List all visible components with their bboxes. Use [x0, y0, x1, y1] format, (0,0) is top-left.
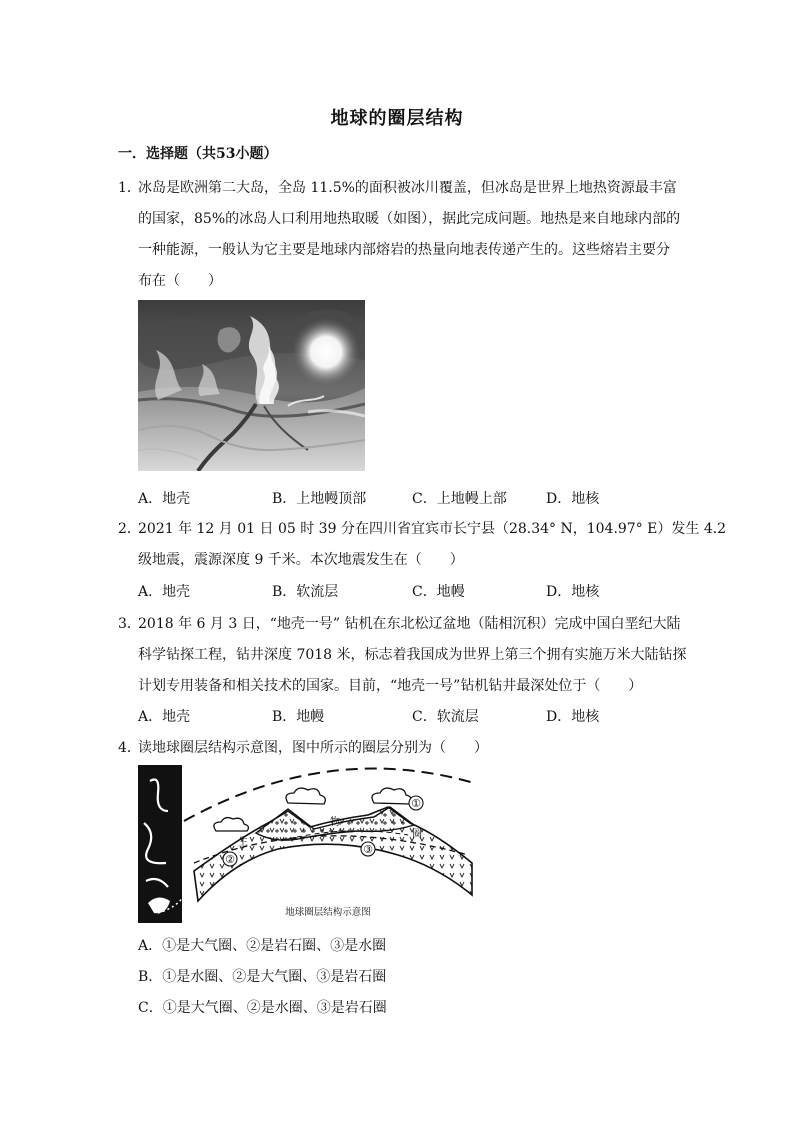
- option-c: C．地幔: [412, 584, 465, 600]
- label-biosphere-3: 圈: [412, 829, 422, 840]
- option-a: A．地壳: [138, 709, 191, 725]
- option-b: B．上地幔顶部: [272, 491, 367, 507]
- option-b: B．地幔: [272, 709, 325, 725]
- diagram-caption: 地球圈层结构示意图: [285, 907, 371, 918]
- section-heading: 一．选择题（共53小题）: [118, 146, 278, 162]
- geothermal-photo: [138, 300, 365, 471]
- question-text-line: 读地球圈层结构示意图，图中所示的圈层分别为（ ）: [138, 740, 488, 756]
- page-title: 地球的圈层结构: [330, 108, 464, 129]
- question-number: 2．: [118, 521, 141, 537]
- label-circle-3: ③: [363, 843, 373, 856]
- option-d: D．地核: [546, 584, 600, 600]
- question-text-line: 2018 年 6 月 3 日，“地壳一号” 钻机在东北松辽盆地（陆相沉积）完成中国白垩纪大陆: [138, 616, 681, 632]
- question-text-line: 级地震，震源深度 9 千米。本次地震发生在（ ）: [138, 552, 464, 568]
- question-text-line: 一种能源，一般认为它主要是地球内部熔岩的热量向地表传递产生的。这些熔岩主要分: [138, 242, 670, 258]
- label-circle-2: ②: [225, 853, 235, 866]
- option-b: B．①是水圈、②是大气圈、③是岩石圈: [138, 969, 387, 985]
- option-a: A．①是大气圈、②是岩石圈、③是水圈: [138, 938, 387, 954]
- question-number: 4．: [118, 740, 141, 756]
- question-text-line: 冰岛是欧洲第二大岛，全岛 11.5%的面积被冰川覆盖，但冰岛是世界上地热资源最丰富: [138, 180, 677, 196]
- earth-spheres-diagram: [138, 763, 478, 925]
- question-text-line: 的国家，85%的冰岛人口利用地热取暖（如图），据此完成问题。地热是来自地球内部的: [138, 211, 681, 227]
- label-biosphere-1: 生: [238, 837, 248, 848]
- option-c: C．软流层: [412, 709, 479, 725]
- question-number: 1．: [118, 180, 141, 196]
- question-text-line: 科学钻探工程，钻井深度 7018 米，标志着我国成为世界上第三个拥有实施万米大陆钻探: [138, 647, 687, 663]
- option-d: D．地核: [546, 709, 600, 725]
- option-c: C．①是大气圈、②是水圈、③是岩石圈: [138, 1000, 387, 1016]
- question-text-line: 2021 年 12 月 01 日 05 时 39 分在四川省宜宾市长宁县（28.34° N，104.97° E）发生 4.2: [138, 521, 727, 537]
- question-number: 3．: [118, 616, 141, 632]
- option-b: B．软流层: [272, 584, 339, 600]
- option-d: D．地核: [546, 491, 600, 507]
- option-a: A．地壳: [138, 491, 191, 507]
- option-c: C．上地幔上部: [412, 491, 507, 507]
- question-text-line: 计划专用装备和相关技术的国家。目前，“地壳一号”钻机钻井最深处位于（ ）: [138, 678, 643, 694]
- option-a: A．地壳: [138, 584, 191, 600]
- question-text-line: 布在（ ）: [138, 273, 222, 289]
- label-biosphere-2: 物: [330, 817, 340, 828]
- label-circle-1: ①: [411, 797, 421, 810]
